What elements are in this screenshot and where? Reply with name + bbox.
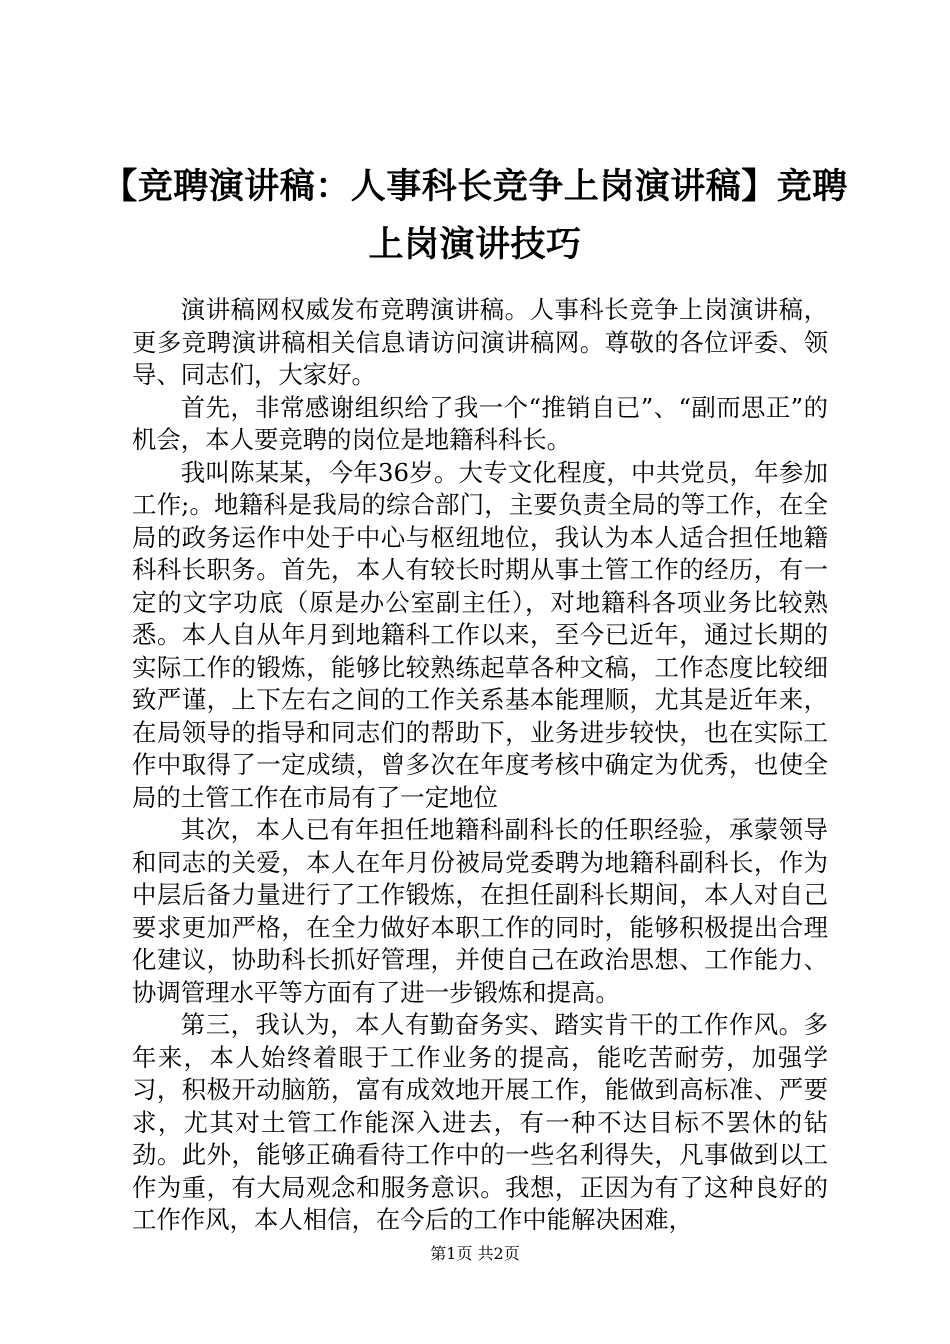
paragraph-self-introduction: 我叫陈某某，今年36岁。大专文化程度，中共党员，年参加工作;。地籍科是我局的综合部门，主要负责全局的等工作，在全局的政务运作中处于中心与枢纽地位，我认为本人适合担任地籍科科长职务。首先，本人有较长时期从事土管工作的经历，有一定的文字功底（原是办公室副主任），对地籍科各项业务比较熟悉。本人自从年月到地籍科工作以来，至今已近年，通过长期的实际工作的锻炼，能够比较熟练起草各种文稿，工作态度比较细致严谨，上下左右之间的工作关系基本能理顺，尤其是近年来，在局领导的指导和同志们的帮助下，业务进步较快，也在实际工作中取得了一定成绩，曾多次在年度考核中确定为优秀，也使全局的土管工作在市局有了一定地位 (132, 457, 828, 812)
page-number-footer: 第1页 共2页 (430, 1244, 520, 1263)
paragraph-thanks: 首先，非常感谢组织给了我一个“推销自已”、“副而思正”的机会，本人要竞聘的岗位是地籍科科长。 (132, 392, 828, 454)
document-title: 【竞聘演讲稿：人事科长竞争上岗演讲稿】竞聘上岗演讲技巧 (102, 166, 848, 265)
document-body (132, 294, 828, 1237)
paragraph-second-point: 其次，本人已有年担任地籍科副科长的任职经验，承蒙领导和同志的关爱，本人在年月份被局党委聘为地籍科副科长，作为中层后备力量进行了工作锻炼，在担任副科长期间，本人对自己要求更加严格，在全力做好本职工作的同时，能够积极提出合理化建议，协助科长抓好管理，并使自己在政治思想、工作能力、协调管理水平等方面有了进一步锻炼和提高。 (132, 815, 828, 1007)
paragraph-intro: 演讲稿网权威发布竞聘演讲稿。人事科长竞争上岗演讲稿，更多竞聘演讲稿相关信息请访问演讲稿网。尊敬的各位评委、领导、同志们，大家好。 (132, 295, 828, 389)
paragraph-third-point: 第三，我认为，本人有勤奋务实、踏实肯干的工作作风。多年来，本人始终着眼于工作业务的提高，能吃苦耐劳，加强学习，积极开动脑筋，富有成效地开展工作，能做到高标准、严要求，尤其对土管工作能深入进去，有一种不达目标不罢休的钻劲。此外，能够正确看待工作中的一些名利得失，凡事做到以工作为重，有大局观念和服务意识。我想，正因为有了这种良好的工作作风，本人相信，在今后的工作中能解决困难， (132, 1010, 828, 1234)
